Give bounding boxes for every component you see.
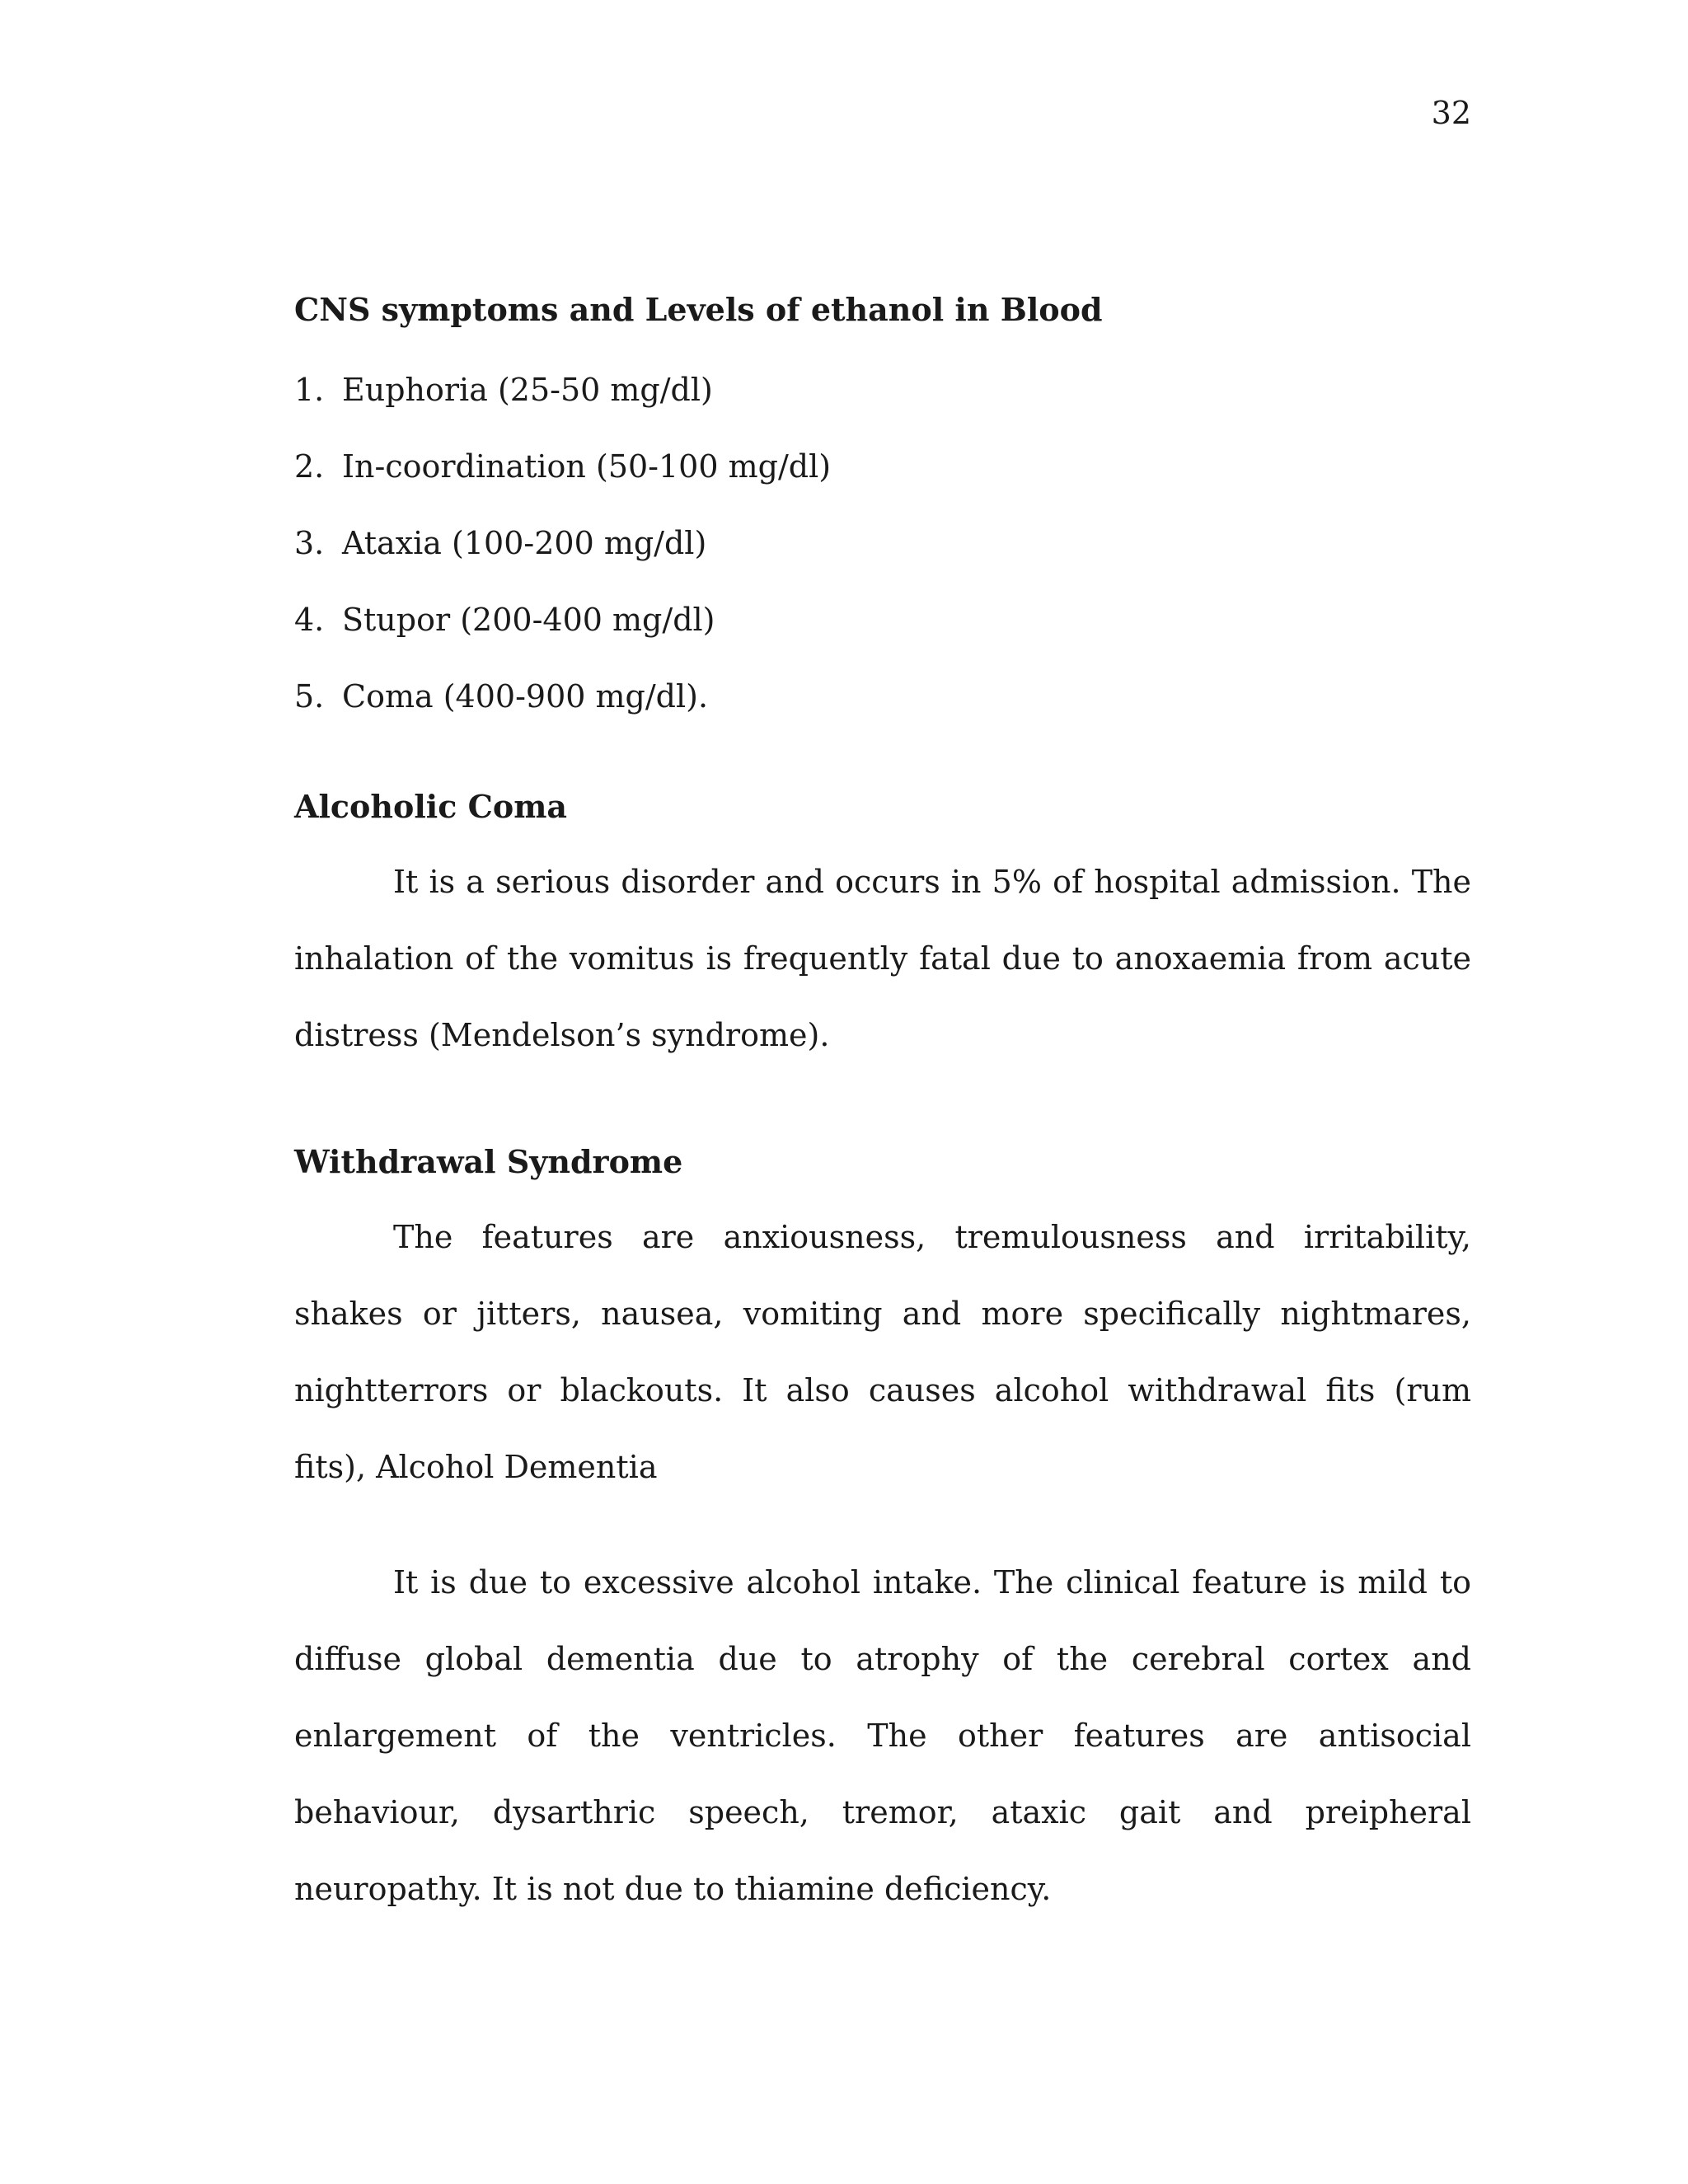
list-item-text: Euphoria (25-50 mg/dl) bbox=[342, 372, 713, 408]
withdrawal-syndrome-heading: Withdrawal Syndrome bbox=[294, 1143, 683, 1180]
list-item bbox=[294, 352, 1471, 429]
list-item-number: 5. bbox=[294, 678, 325, 715]
list-item-number: 3. bbox=[294, 525, 325, 561]
list-item-text: Coma (400-900 mg/dl). bbox=[342, 678, 709, 715]
page-number: 32 bbox=[1431, 95, 1471, 131]
list-item bbox=[294, 505, 1471, 582]
ethanol-levels-list bbox=[294, 352, 1471, 735]
list-item-text: Stupor (200-400 mg/dl) bbox=[342, 602, 715, 638]
cns-heading: CNS symptoms and Levels of ethanol in Blood bbox=[294, 291, 1103, 328]
list-item bbox=[294, 429, 1471, 505]
page-content bbox=[294, 291, 1471, 1928]
list-item bbox=[294, 582, 1471, 658]
list-item bbox=[294, 658, 1471, 735]
list-item-number: 2. bbox=[294, 448, 325, 485]
list-item-text: In-coordination (50-100 mg/dl) bbox=[342, 448, 832, 485]
list-item-number: 1. bbox=[294, 372, 325, 408]
alcoholic-coma-paragraph: It is a serious disorder and occurs in 5% of hospital admission. The inhalation of the vomitus is frequently fatal due to anoxaemia from acute distress (Mendelson’s syndrome). bbox=[294, 864, 1471, 1053]
withdrawal-syndrome-paragraph: The features are anxiousness, tremulousness and irritability, shakes or jitters, nausea, vomiting and more specifically nightmares, nightterrors or blackouts. It also causes alcohol withdrawal fits (rum fits), Alcohol Dementia bbox=[294, 1219, 1471, 1485]
alcoholic-coma-heading: Alcoholic Coma bbox=[294, 788, 568, 825]
list-item-text: Ataxia (100-200 mg/dl) bbox=[342, 525, 707, 561]
list-item-number: 4. bbox=[294, 602, 325, 638]
alcohol-dementia-paragraph: It is due to excessive alcohol intake. The clinical feature is mild to diffuse global dementia due to atrophy of the cerebral cortex and enlargement of the ventricles. The other features are antisocial behaviour, dysarthric speech, tremor, ataxic gait and preipheral neuropathy. It is not due to thiamine deficiency. bbox=[294, 1564, 1471, 1907]
